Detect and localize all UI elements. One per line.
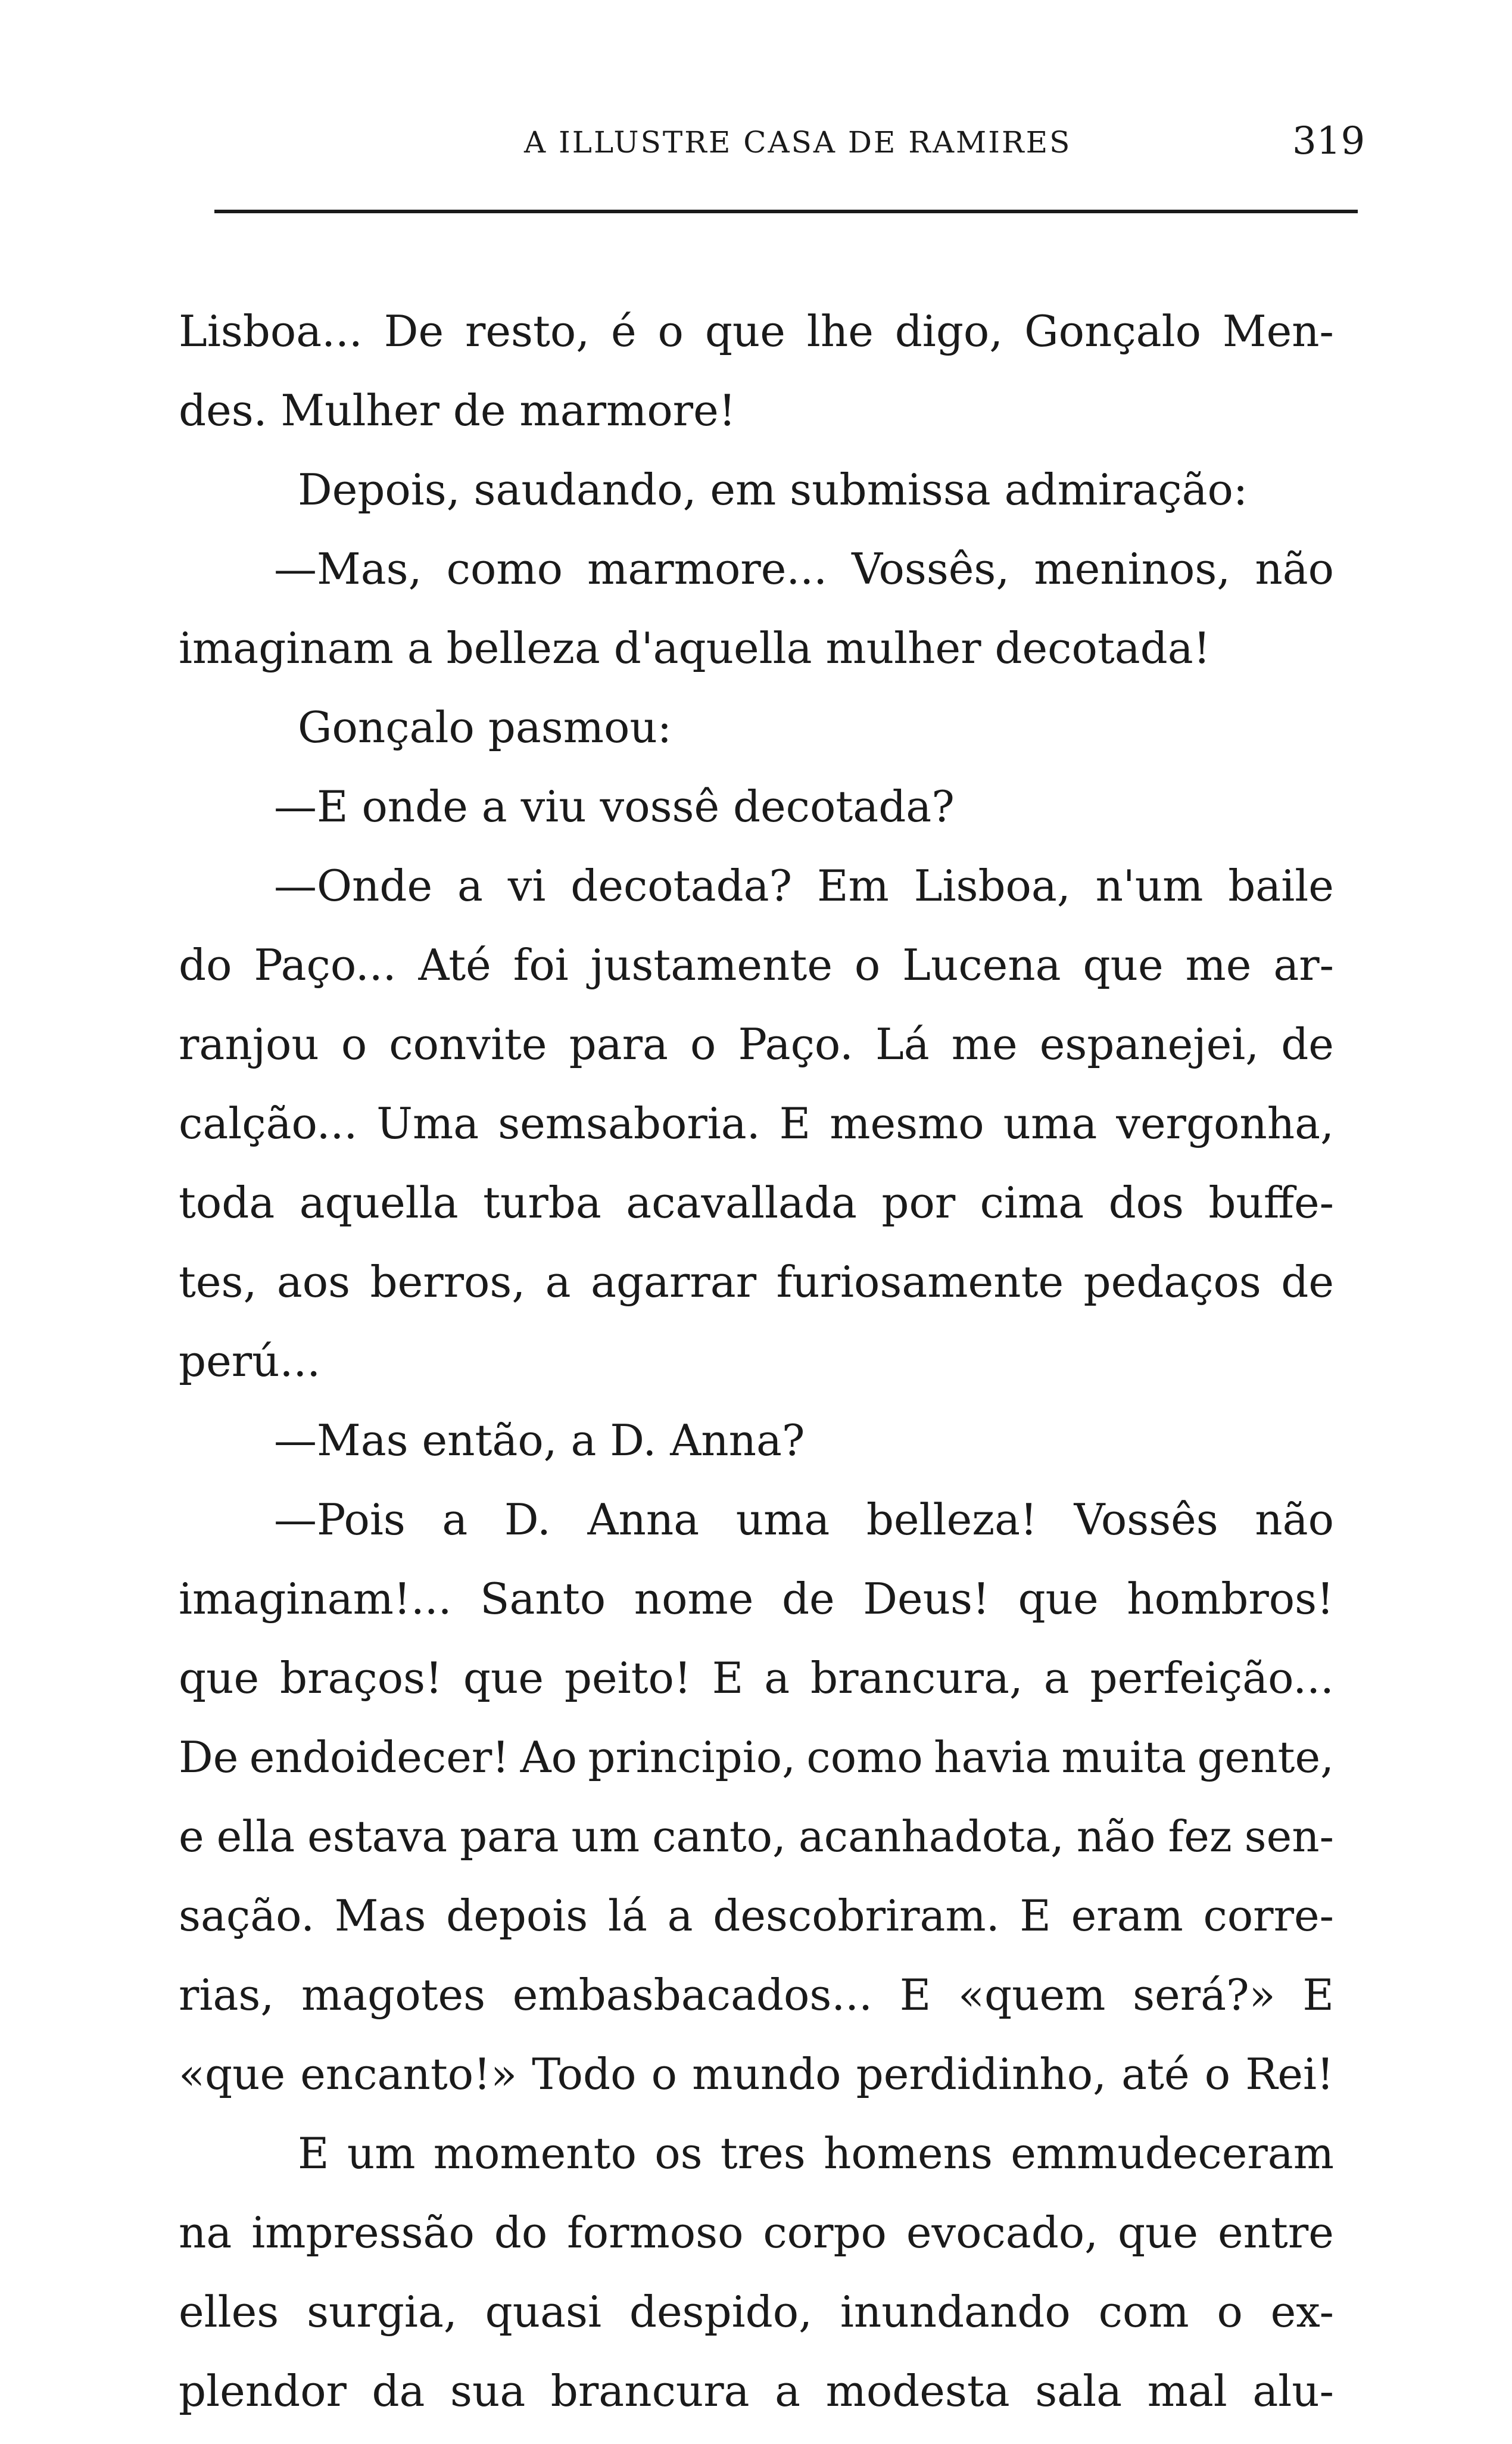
- text-line: [179, 846, 1334, 926]
- word: Paço.: [738, 1019, 853, 1069]
- word: E: [712, 1653, 744, 1703]
- word: a: [407, 623, 447, 673]
- word: para: [569, 1019, 668, 1069]
- word: E: [1302, 1970, 1334, 2020]
- word: eram: [1071, 1891, 1183, 1941]
- word: D.: [610, 1415, 671, 1465]
- word: Mulher: [280, 385, 453, 435]
- word: de: [1281, 1019, 1334, 1069]
- word: sua: [450, 2366, 526, 2416]
- word: tres: [720, 2128, 806, 2178]
- word: o: [341, 1019, 367, 1069]
- word: furiosamente: [776, 1257, 1064, 1307]
- word: que: [463, 1653, 544, 1703]
- word: De: [384, 306, 444, 356]
- word: meninos,: [1034, 544, 1231, 594]
- word: uma: [1003, 1098, 1098, 1148]
- word: vi: [507, 861, 546, 911]
- word: espanejei,: [1039, 1019, 1260, 1069]
- text-line: [179, 1559, 1334, 1639]
- word: não: [1255, 544, 1334, 594]
- word: perú...: [179, 1336, 321, 1386]
- text-line: [179, 2035, 1334, 2114]
- word: —Onde: [274, 861, 433, 911]
- text-line: [179, 1718, 1334, 1797]
- word: turba: [483, 1178, 601, 1228]
- text-line: [179, 371, 1334, 450]
- word: —Mas,: [274, 544, 422, 594]
- word: Gonçalo: [298, 702, 488, 752]
- word: muita: [1061, 1732, 1187, 1782]
- text-line: [179, 1163, 1334, 1243]
- word: homens: [824, 2128, 993, 2178]
- word: me: [951, 1019, 1018, 1069]
- word: berros,: [370, 1257, 526, 1307]
- word: momento: [433, 2128, 637, 2178]
- word: aquella: [299, 1178, 459, 1228]
- word: braços!: [279, 1653, 442, 1703]
- word: acanhadota,: [798, 1811, 1064, 1861]
- word: marmore...: [587, 544, 827, 594]
- word: sen-: [1244, 1811, 1334, 1861]
- word: semsaboria.: [498, 1098, 760, 1148]
- word: gente,: [1197, 1732, 1334, 1782]
- word: Men-: [1222, 306, 1334, 356]
- word: perfeição...: [1090, 1653, 1334, 1703]
- word: buffe-: [1208, 1178, 1334, 1228]
- text-line: [179, 688, 1334, 767]
- word: me: [1185, 940, 1252, 990]
- word: decotada?: [732, 782, 955, 832]
- word: decotada!: [995, 623, 1211, 673]
- word: surgia,: [307, 2287, 457, 2337]
- running-title: A ILLUSTRE CASA DE RAMIRES: [524, 125, 1072, 160]
- word: do: [494, 2208, 548, 2258]
- text-line: [179, 767, 1334, 846]
- text-line: [179, 450, 1334, 530]
- word: ranjou: [179, 1019, 319, 1069]
- text-line: [179, 292, 1334, 371]
- text-line: [179, 1322, 1334, 1401]
- word: havia: [934, 1732, 1051, 1782]
- word: imaginam!...: [179, 1574, 452, 1624]
- word: onde: [361, 782, 482, 832]
- word: o: [1204, 2049, 1231, 2099]
- word: —Pois: [274, 1495, 406, 1545]
- word: Santo: [480, 1574, 606, 1624]
- word: dos: [1108, 1178, 1184, 1228]
- word: alu-: [1252, 2366, 1334, 2416]
- word: uma: [735, 1495, 830, 1545]
- word: o: [690, 1019, 716, 1069]
- word: da: [372, 2366, 425, 2416]
- word: vergonha,: [1116, 1098, 1334, 1148]
- text-line: [179, 1084, 1334, 1163]
- word: sação.: [179, 1891, 315, 1941]
- word: acavallada: [626, 1178, 857, 1228]
- word: Lisboa,: [914, 861, 1071, 911]
- word: digo,: [894, 306, 1003, 356]
- word: a: [667, 1891, 693, 1941]
- word: Lucena: [902, 940, 1061, 990]
- text-line: [179, 1005, 1334, 1084]
- word: —Mas: [274, 1415, 422, 1465]
- word: Anna: [587, 1495, 700, 1545]
- word: Paço...: [254, 940, 397, 990]
- word: ella: [216, 1811, 295, 1861]
- word: o: [854, 940, 881, 990]
- word: do: [179, 940, 232, 990]
- word: corpo: [763, 2208, 887, 2258]
- word: como: [446, 544, 563, 594]
- word: —E: [274, 782, 362, 832]
- text-line: [179, 530, 1334, 609]
- word: hombros!: [1127, 1574, 1334, 1624]
- word: mesmo: [830, 1098, 984, 1148]
- word: o: [651, 2049, 677, 2099]
- word: que: [1083, 940, 1164, 990]
- word: e: [179, 1811, 204, 1861]
- word: plendor: [179, 2366, 347, 2416]
- word: canto,: [652, 1811, 786, 1861]
- word: na: [179, 2208, 232, 2258]
- word: de: [1281, 1257, 1334, 1307]
- word: em: [710, 465, 790, 515]
- word: Gonçalo: [1024, 306, 1201, 356]
- word: a: [481, 782, 521, 832]
- word: E: [899, 1970, 931, 2020]
- word: lá: [607, 1891, 647, 1941]
- word: justamente: [590, 940, 833, 990]
- word: mal: [1147, 2366, 1227, 2416]
- word: Ao: [520, 1732, 577, 1782]
- body-text: [179, 292, 1334, 2431]
- word: Vossês: [1074, 1495, 1218, 1545]
- word: Todo: [532, 2049, 637, 2099]
- text-line: [179, 1639, 1334, 1718]
- word: Mas: [334, 1891, 426, 1941]
- word: Vossês,: [852, 544, 1010, 594]
- word: des.: [179, 385, 281, 435]
- word: um: [347, 2128, 416, 2178]
- word: nome: [634, 1574, 754, 1624]
- word: não: [1076, 1811, 1156, 1861]
- word: E: [1020, 1891, 1051, 1941]
- word: os: [654, 2128, 703, 2178]
- text-line: [179, 609, 1334, 688]
- word: então,: [422, 1415, 571, 1465]
- word: perdidinho,: [856, 2049, 1106, 2099]
- word: por: [881, 1178, 956, 1228]
- word: Anna?: [670, 1415, 805, 1465]
- word: aos: [276, 1257, 351, 1307]
- word: E: [298, 2128, 329, 2178]
- text-line: [179, 1876, 1334, 1956]
- word: vossê: [600, 782, 733, 832]
- word: viu: [520, 782, 600, 832]
- word: E: [779, 1098, 811, 1148]
- word: pasmou:: [488, 702, 672, 752]
- word: fez: [1168, 1811, 1232, 1861]
- text-line: [179, 926, 1334, 1005]
- word: D.: [504, 1495, 551, 1545]
- word: De: [179, 1732, 239, 1782]
- word: para: [460, 1811, 559, 1861]
- word: impressão: [251, 2208, 475, 2258]
- word: que: [1117, 2208, 1199, 2258]
- text-line: [179, 2114, 1334, 2193]
- text-line: [179, 2272, 1334, 2352]
- word: de: [781, 1574, 835, 1624]
- word: mundo: [692, 2049, 841, 2099]
- word: endoidecer!: [249, 1732, 510, 1782]
- word: evocado,: [906, 2208, 1099, 2258]
- word: baile: [1228, 861, 1334, 911]
- word: a: [545, 1257, 571, 1307]
- word: formoso: [567, 2208, 744, 2258]
- word: encanto!»: [300, 2049, 517, 2099]
- word: d'aquella: [613, 623, 826, 673]
- word: Depois,: [298, 465, 474, 515]
- word: a: [1043, 1653, 1070, 1703]
- word: o: [657, 306, 684, 356]
- word: brancura,: [810, 1653, 1023, 1703]
- word: que: [704, 306, 785, 356]
- word: belleza: [446, 623, 614, 673]
- word: decotada?: [570, 861, 793, 911]
- word: corre-: [1203, 1891, 1334, 1941]
- word: será?»: [1133, 1970, 1276, 2020]
- word: modesta: [825, 2366, 1010, 2416]
- word: imaginam: [179, 623, 407, 673]
- word: toda: [179, 1178, 275, 1228]
- word: marmore!: [519, 385, 736, 435]
- word: o: [1217, 2287, 1243, 2337]
- word: «que: [179, 2049, 286, 2099]
- word: resto,: [464, 306, 590, 356]
- word: principio,: [588, 1732, 796, 1782]
- word: Até: [418, 940, 491, 990]
- word: que: [1018, 1574, 1099, 1624]
- word: admiração:: [1004, 465, 1248, 515]
- word: Lisboa...: [179, 306, 363, 356]
- text-line: [179, 2193, 1334, 2272]
- word: Lá: [875, 1019, 930, 1069]
- word: emmudeceram: [1011, 2128, 1334, 2178]
- word: estava: [307, 1811, 448, 1861]
- word: a: [764, 1653, 790, 1703]
- word: convite: [389, 1019, 547, 1069]
- word: é: [611, 306, 637, 356]
- word: ex-: [1270, 2287, 1334, 2337]
- word: Rei!: [1245, 2049, 1334, 2099]
- word: a: [570, 1415, 610, 1465]
- word: a: [442, 1495, 468, 1545]
- word: foi: [513, 940, 569, 990]
- word: Deus!: [863, 1574, 990, 1624]
- word: um: [571, 1811, 640, 1861]
- word: peito!: [564, 1653, 691, 1703]
- word: despido,: [629, 2287, 812, 2337]
- text-line: [179, 2352, 1334, 2431]
- word: entre: [1217, 2208, 1334, 2258]
- word: rias,: [179, 1970, 275, 2020]
- word: agarrar: [591, 1257, 757, 1307]
- text-line: [179, 1956, 1334, 2035]
- word: cima: [980, 1178, 1084, 1228]
- word: a: [457, 861, 483, 911]
- word: a: [775, 2366, 801, 2416]
- word: submissa: [790, 465, 1005, 515]
- word: até: [1121, 2049, 1190, 2099]
- word: que: [179, 1653, 260, 1703]
- word: sala: [1035, 2366, 1123, 2416]
- word: elles: [179, 2287, 279, 2337]
- page-number: 319: [1292, 119, 1366, 163]
- word: calção...: [179, 1098, 358, 1148]
- word: depois: [446, 1891, 588, 1941]
- text-line: [179, 1243, 1334, 1322]
- word: não: [1255, 1495, 1334, 1545]
- word: com: [1098, 2287, 1189, 2337]
- word: brancura: [550, 2366, 750, 2416]
- word: «quem: [958, 1970, 1106, 2020]
- word: tes,: [179, 1257, 257, 1307]
- text-line: [179, 1401, 1334, 1480]
- word: ar-: [1273, 940, 1334, 990]
- word: n'um: [1095, 861, 1204, 911]
- word: embasbacados...: [512, 1970, 872, 2020]
- header-rule: [214, 210, 1358, 213]
- word: lhe: [806, 306, 874, 356]
- word: inundando: [840, 2287, 1071, 2337]
- word: Em: [816, 861, 889, 911]
- word: Uma: [376, 1098, 479, 1148]
- word: saudando,: [473, 465, 710, 515]
- text-line: [179, 1480, 1334, 1559]
- word: mulher: [825, 623, 995, 673]
- word: de: [453, 385, 520, 435]
- word: descobriram.: [713, 1891, 1000, 1941]
- text-line: [179, 1797, 1334, 1876]
- word: magotes: [301, 1970, 486, 2020]
- word: quasi: [485, 2287, 601, 2337]
- word: pedaços: [1083, 1257, 1261, 1307]
- word: como: [806, 1732, 923, 1782]
- word: belleza!: [866, 1495, 1037, 1545]
